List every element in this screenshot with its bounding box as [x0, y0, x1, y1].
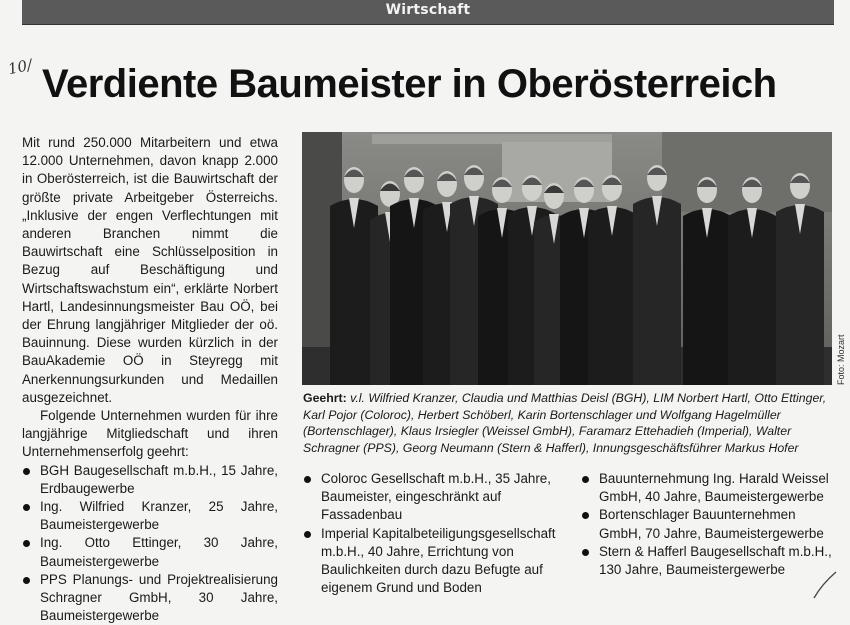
list-item: Bauunternehmung Ing. Harald Weissel GmbH, 40 Jahre, Baumeistergewerbe — [581, 470, 833, 506]
list-item: Bortenschlager Bauunternehmen GmbH, 70 Jahre, Baumeistergewerbe — [581, 506, 833, 542]
section-label: Wirtschaft — [385, 2, 471, 18]
caption-text: v.l. Wilfried Kranzer, Claudia und Matthias Deisl (BGH), LIM Norbert Hartl, Otto Ettinger, Karl Pojor (Coloroc), Herbert Schöberl, Karin Bortenschlager und Wolfgang Hagelmüller (Bortenschlager), Klaus Irsiegler (Weissel GmbH), Faramarz Ettehadieh (Imperial), Walter Schragner (PPS), Georg Neumann (Stern & Hafferl), Innungsgeschäftsführer Markus Hofer — [303, 391, 827, 455]
handwritten-slash-mark — [812, 570, 838, 600]
honorees-list-2 — [303, 470, 561, 597]
honorees-column-2 — [303, 470, 561, 597]
list-item: Ing. Wilfried Kranzer, 25 Jahre, Baumeistergewerbe — [22, 498, 278, 534]
honorees-list-1 — [22, 462, 278, 625]
handwritten-annotation: 10/ — [6, 55, 34, 79]
article-lead-column — [22, 134, 278, 625]
article-headline: Verdiente Baumeister in Oberösterreich — [42, 62, 777, 106]
list-item: Coloroc Gesellschaft m.b.H., 35 Jahre, Baumeister, eingeschränkt auf Fassadenbau — [303, 470, 561, 525]
list-item: Ing. Otto Ettinger, 30 Jahre, Baumeistergewerbe — [22, 534, 278, 570]
group-photo-image — [302, 132, 832, 385]
caption-label: Geehrt: — [303, 391, 347, 405]
list-item: PPS Planungs- und Projektrealisierung Schragner GmbH, 30 Jahre, Baumeistergewerbe — [22, 571, 278, 625]
honorees-list-3 — [581, 470, 833, 579]
section-header-bar — [22, 0, 834, 25]
list-item: Imperial Kapitalbeteiligungsgesellschaft m.b.H., 40 Jahre, Errichtung von Baulichkeiten durch dazu Befugte auf eigenem Grund und Boden — [303, 525, 561, 598]
honorees-intro: Folgende Unternehmen wurden für ihre langjährige Mitgliedschaft und ihren Unternehmenserfolg geehrt: — [22, 408, 278, 460]
photo-credit: Foto: Mozart — [836, 334, 846, 385]
list-item: Stern & Hafferl Baugesellschaft m.b.H., 130 Jahre, Baumeistergewerbe — [581, 543, 833, 579]
honorees-column-3 — [581, 470, 833, 579]
group-photo — [302, 132, 832, 385]
lead-paragraph: Mit rund 250.000 Mitarbeitern und etwa 12.000 Unternehmen, davon knapp 2.000 in Oberösterreich, ist die Bauwirtschaft der größte private Arbeitgeber Österreichs. „Inklusive der engen Verflechtungen mit anderen Branchen nimmt die Bauwirtschaft eine Schlüsselposition in Bezug auf Beschäftigung und Wirtschaftswachstum ein“, erklärte Norbert Hartl, Landesinnungsmeister Bau OÖ, bei der Ehrung langjähriger Mitglieder der oö. Bauinnung. Diese wurden kürzlich in der BauAkademie OÖ in Steyregg mit Anerkennungsurkunden und Medaillen ausgezeichnet. — [22, 135, 278, 405]
photo-caption — [303, 390, 831, 456]
list-item: BGH Baugesellschaft m.b.H., 15 Jahre, Erdbaugewerbe — [22, 462, 278, 498]
